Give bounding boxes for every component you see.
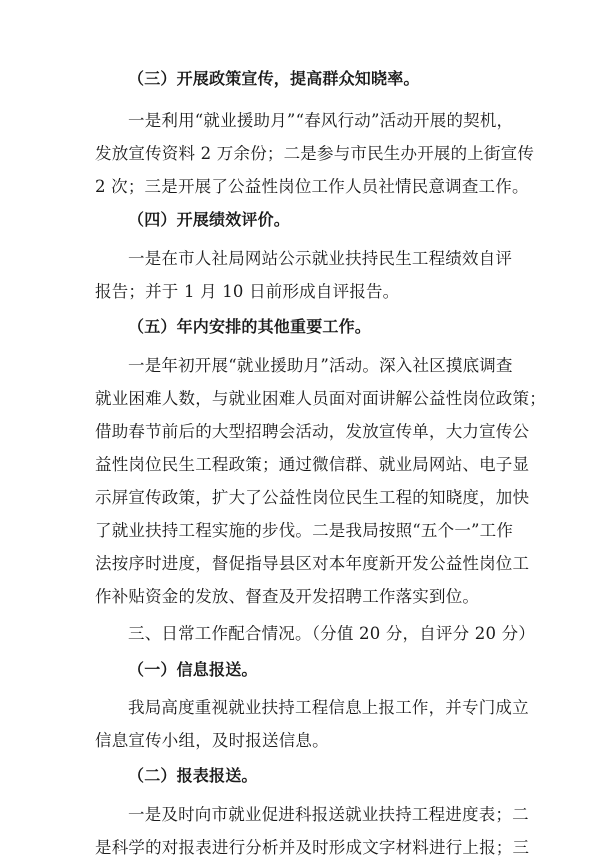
section-heading-5: （五）年内安排的其他重要工作。 — [128, 317, 372, 336]
paragraph-line: 一是利用“就业援助月”“春风行动”活动开展的契机， — [128, 111, 514, 130]
paragraph-line: 法按序时进度，督促指导县区对本年度新开发公益性岗位工 — [95, 554, 530, 573]
paragraph-line: 我局高度重视就业扶持工程信息上报工作，并专门成立 — [128, 698, 529, 717]
paragraph-line: 了就业扶持工程实施的步伐。二是我局按照“五个一”工作 — [95, 521, 514, 540]
section-heading-info: （一）信息报送。 — [128, 660, 258, 679]
paragraph-line: 信息宣传小组，及时报送信息。 — [95, 731, 329, 750]
paragraph-line: 就业困难人数，与就业困难人员面对面讲解公益性岗位政策； — [95, 389, 546, 408]
section-heading-4: （四）开展绩效评价。 — [128, 210, 291, 229]
paragraph-line: 借助春节前后的大型招聘会活动，发放宣传单，大力宣传公 — [95, 422, 530, 441]
section-heading-main-3: 三、日常工作配合情况。（分值 20 分，自评分 20 分） — [128, 624, 536, 643]
paragraph-line: 2 次；三是开展了公益性岗位工作人员社情民意调查工作。 — [95, 177, 529, 196]
section-heading-report: （二）报表报送。 — [128, 766, 258, 785]
paragraph-line: 作补贴资金的发放、督查及开发招聘工作落实到位。 — [95, 587, 480, 606]
paragraph-line: 一是年初开展“就业援助月”活动。深入社区摸底调查 — [128, 356, 513, 375]
paragraph-line: 益性岗位民生工程政策；通过微信群、就业局网站、电子显 — [95, 455, 530, 474]
section-heading-3: （三）开展政策宣传，提高群众知晓率。 — [128, 69, 420, 88]
paragraph-line: 是科学的对报表进行分析并及时形成文字材料进行上报；三 — [95, 838, 530, 857]
paragraph-line: 发放宣传资料 2 万余份；二是参与市民生办开展的上街宣传 — [95, 144, 535, 163]
paragraph-line: 报告；并于 1 月 10 日前形成自评报告。 — [95, 282, 400, 301]
paragraph-line: 示屏宣传政策，扩大了公益性岗位民生工程的知晓度，加快 — [95, 488, 530, 507]
paragraph-line: 一是及时向市就业促进科报送就业扶持工程进度表；二 — [128, 805, 529, 824]
paragraph-line: 一是在市人社局网站公示就业扶持民生工程绩效自评 — [128, 249, 513, 268]
